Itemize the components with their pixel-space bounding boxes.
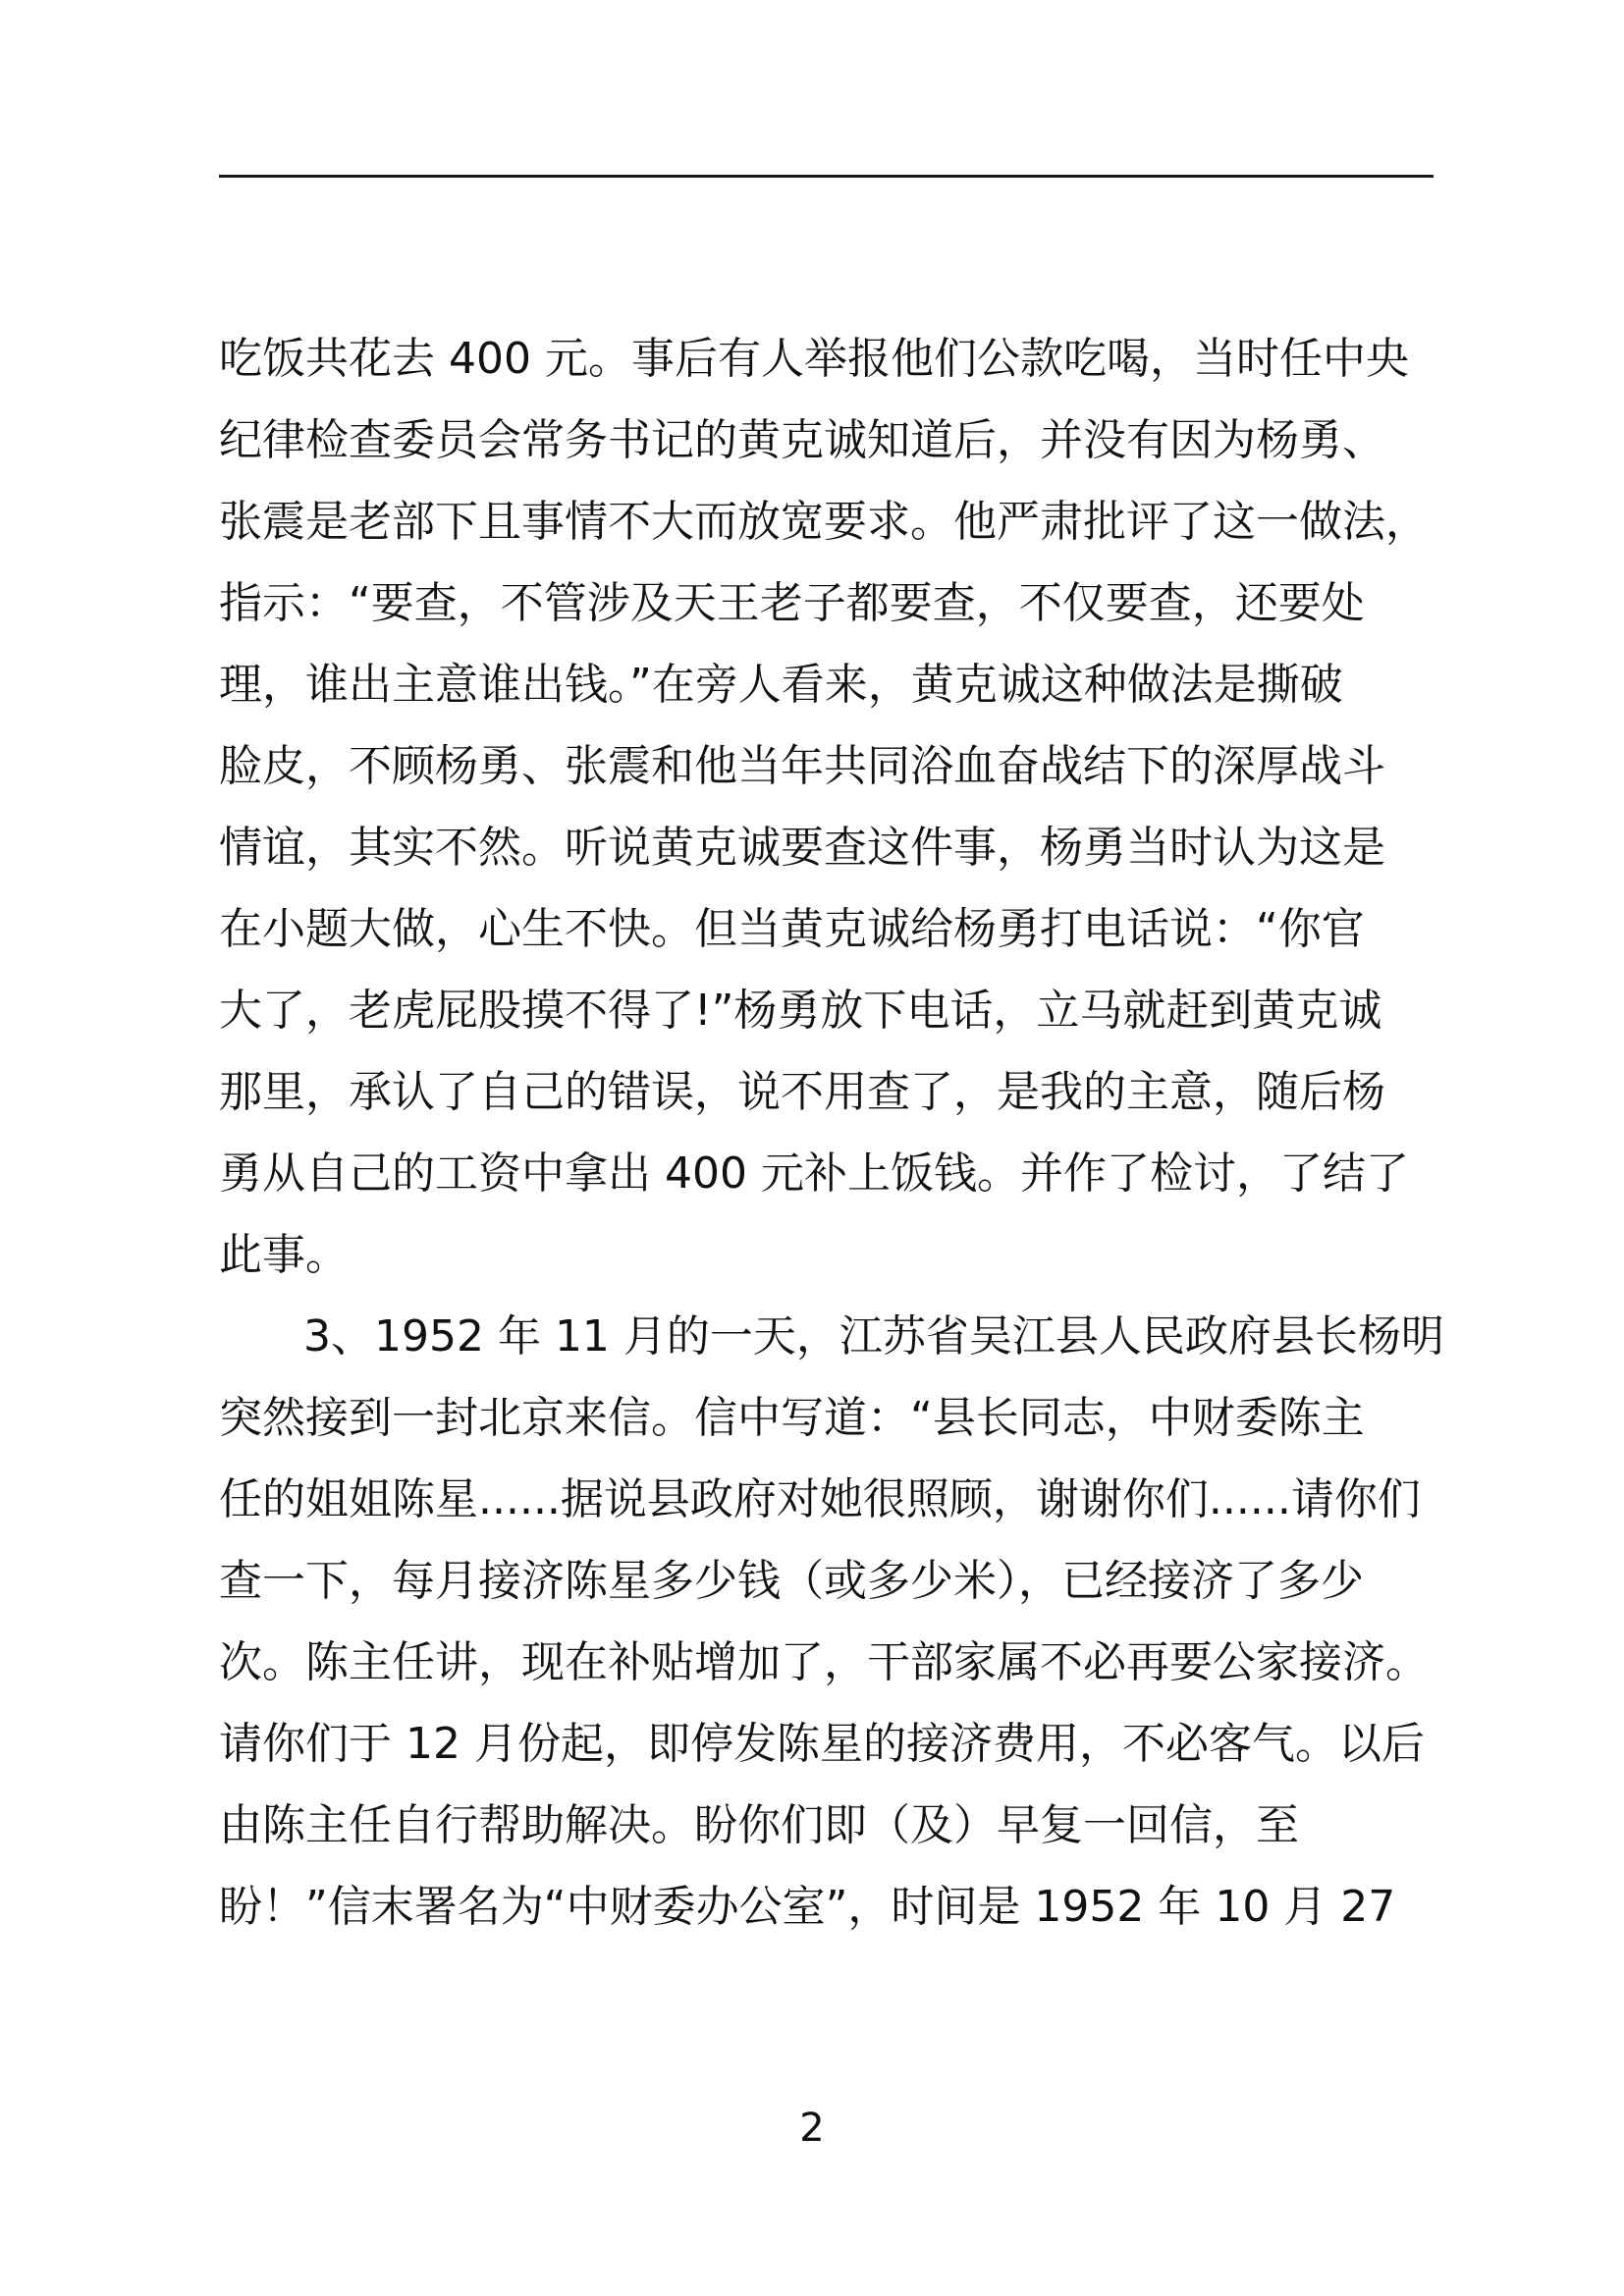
- text-line: 在小题大做，心生不快。但当黄克诚给杨勇打电话说：“你官: [219, 904, 1365, 954]
- text-line: 纪律检查委员会常务书记的黄克诚知道后，并没有因为杨勇、: [219, 415, 1385, 465]
- text-line: 查一下，每月接济陈星多少钱（或多少米），已经接济了多少: [219, 1556, 1364, 1606]
- text-line: 大了，老虎屁股摸不得了!”杨勇放下电话，立马就赶到黄克诚: [219, 986, 1382, 1036]
- text-line: 次。陈主任讲，现在补贴增加了，干部家属不必再要公家接济。: [219, 1637, 1429, 1687]
- text-line: 勇从自己的工资中拿出 400 元补上饭钱。并作了检讨，了结了: [219, 1148, 1409, 1199]
- text-line: 突然接到一封北京来信。信中写道：“县长同志，中财委陈主: [219, 1393, 1365, 1443]
- text-line: 脸皮，不顾杨勇、张震和他当年共同浴血奋战结下的深厚战斗: [219, 741, 1385, 791]
- text-line: 情谊，其实不然。听说黄克诚要查这件事，杨勇当时认为这是: [219, 823, 1385, 873]
- text-line: 吃饭共花去 400 元。事后有人举报他们公款吃喝，当时任中央: [219, 334, 1409, 384]
- text-line: 请你们于 12 月份起，即停发陈星的接济费用，不必客气。以后: [219, 1719, 1425, 1769]
- text-line: 指示：“要查，不管涉及天王老子都要查，不仅要查，还要处: [219, 578, 1365, 628]
- text-line: 盼！”信末署名为“中财委办公室”，时间是 1952 年 10 月 27: [219, 1882, 1396, 1932]
- text-line: 那里，承认了自己的错误，说不用查了，是我的主意，随后杨: [219, 1067, 1385, 1117]
- text-line: 理，谁出主意谁出钱。”在旁人看来，黄克诚这种做法是撕破: [219, 660, 1343, 710]
- document-body: [219, 318, 1444, 1948]
- text-line: 由陈主任自行帮助解决。盼你们即（及）早复一回信，至: [219, 1800, 1299, 1850]
- paragraph-start-line: 3、1952 年 11 月的一天，江苏省吴江县人民政府县长杨明: [303, 1311, 1444, 1362]
- text-line: 此事。: [219, 1230, 349, 1280]
- text-line: 张震是老部下且事情不大而放宽要求。他严肃批评了这一做法，: [219, 497, 1429, 547]
- header-rule: [219, 175, 1434, 178]
- page-number: 2: [799, 2106, 825, 2151]
- text-line: 任的姐姐陈星......据说县政府对她很照顾，谢谢你们......请你们: [219, 1474, 1421, 1524]
